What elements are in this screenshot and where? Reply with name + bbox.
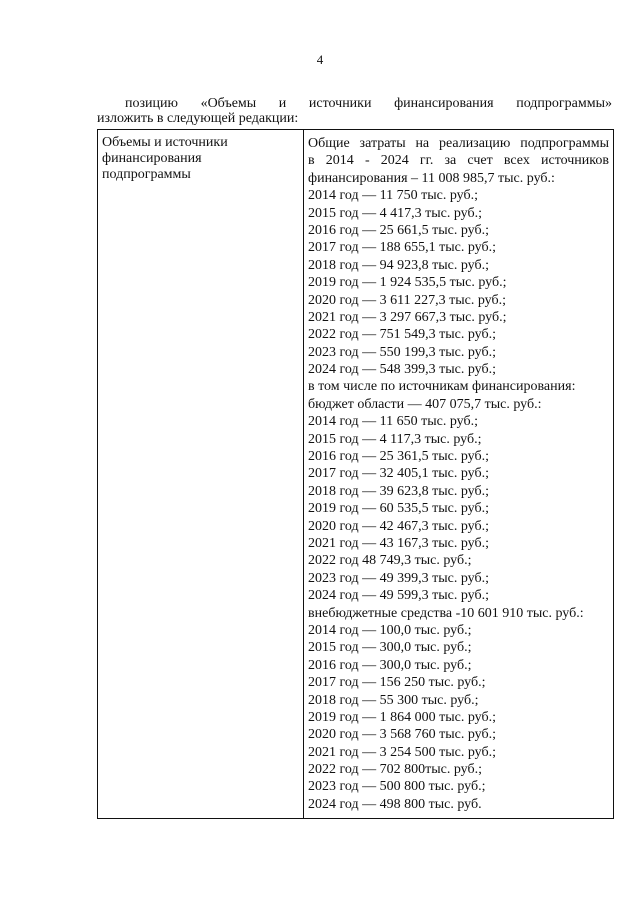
financing-table — [97, 129, 614, 819]
total-year-row: 2018 год — 94 923,8 тыс. руб.; — [308, 257, 489, 273]
total-year-row: 2019 год — 1 924 535,5 тыс. руб.; — [308, 275, 507, 291]
regional-year-row: 2024 год — 49 599,3 тыс. руб.; — [308, 588, 489, 604]
total-year-row: 2014 год — 11 750 тыс. руб.; — [308, 188, 478, 204]
extrabudget-year-row: 2024 год — 498 800 тыс. руб. — [308, 796, 482, 812]
label-line: подпрограммы — [102, 167, 191, 182]
extrabudget-year-row: 2022 год — 702 800тыс. руб.; — [308, 762, 482, 778]
page-number: 4 — [316, 52, 324, 67]
sources-heading: в том числе по источникам финансирования: — [308, 379, 576, 395]
extrabudget-year-row: 2018 год — 55 300 тыс. руб.; — [308, 692, 479, 708]
regional-year-row: 2021 год — 43 167,3 тыс. руб.; — [308, 535, 489, 551]
table-value-cell — [304, 130, 613, 818]
header-line: финансирования – 11 008 985,7 тыс. руб.: — [308, 170, 555, 186]
label-line: Объемы и источники — [102, 135, 228, 150]
regional-year-row: 2015 год — 4 117,3 тыс. руб.; — [308, 431, 482, 447]
total-year-row: 2017 год — 188 655,1 тыс. руб.; — [308, 240, 496, 256]
extrabudget-year-row: 2015 год — 300,0 тыс. руб.; — [308, 640, 472, 656]
extrabudget-year-row: 2019 год — 1 864 000 тыс. руб.; — [308, 709, 496, 725]
extrabudget-year-row: 2016 год — 300,0 тыс. руб.; — [308, 657, 472, 673]
intro-line-1: позицию «Объемы и источники финансирования подпрограммы» — [125, 96, 612, 111]
extrabudget-year-row: 2017 год — 156 250 тыс. руб.; — [308, 675, 486, 691]
regional-year-row: 2022 год 48 749,3 тыс. руб.; — [308, 553, 472, 569]
header-line: Общие затраты на реализацию подпрограммы — [308, 136, 609, 151]
label-line: финансирования — [102, 151, 202, 166]
table-label-cell — [98, 130, 304, 818]
extrabudget-heading: внебюджетные средства -10 601 910 тыс. руб.: — [308, 605, 584, 621]
total-year-row: 2021 год — 3 297 667,3 тыс. руб.; — [308, 309, 507, 325]
regional-budget-heading: бюджет области — 407 075,7 тыс. руб.: — [308, 396, 542, 412]
regional-year-row: 2019 год — 60 535,5 тыс. руб.; — [308, 501, 489, 517]
regional-year-row: 2017 год — 32 405,1 тыс. руб.; — [308, 466, 489, 482]
regional-year-row: 2016 год — 25 361,5 тыс. руб.; — [308, 449, 489, 465]
extrabudget-year-row: 2014 год — 100,0 тыс. руб.; — [308, 622, 472, 638]
extrabudget-year-row: 2023 год — 500 800 тыс. руб.; — [308, 779, 486, 795]
extrabudget-year-row: 2021 год — 3 254 500 тыс. руб.; — [308, 744, 496, 760]
total-year-row: 2022 год — 751 549,3 тыс. руб.; — [308, 327, 496, 343]
header-line: в 2014 - 2024 гг. за счет всех источников — [308, 153, 609, 169]
regional-year-row: 2014 год — 11 650 тыс. руб.; — [308, 414, 478, 430]
total-year-row: 2020 год — 3 611 227,3 тыс. руб.; — [308, 292, 506, 308]
regional-year-row: 2018 год — 39 623,8 тыс. руб.; — [308, 483, 489, 499]
intro-paragraph — [97, 96, 612, 126]
total-year-row: 2024 год — 548 399,3 тыс. руб.; — [308, 362, 496, 378]
total-year-row: 2016 год — 25 661,5 тыс. руб.; — [308, 222, 489, 238]
total-year-row: 2015 год — 4 417,3 тыс. руб.; — [308, 205, 482, 221]
regional-year-row: 2023 год — 49 399,3 тыс. руб.; — [308, 570, 489, 586]
intro-line-2: изложить в следующей редакции: — [97, 111, 299, 126]
extrabudget-year-row: 2020 год — 3 568 760 тыс. руб.; — [308, 727, 496, 743]
total-year-row: 2023 год — 550 199,3 тыс. руб.; — [308, 344, 496, 360]
regional-year-row: 2020 год — 42 467,3 тыс. руб.; — [308, 518, 489, 534]
